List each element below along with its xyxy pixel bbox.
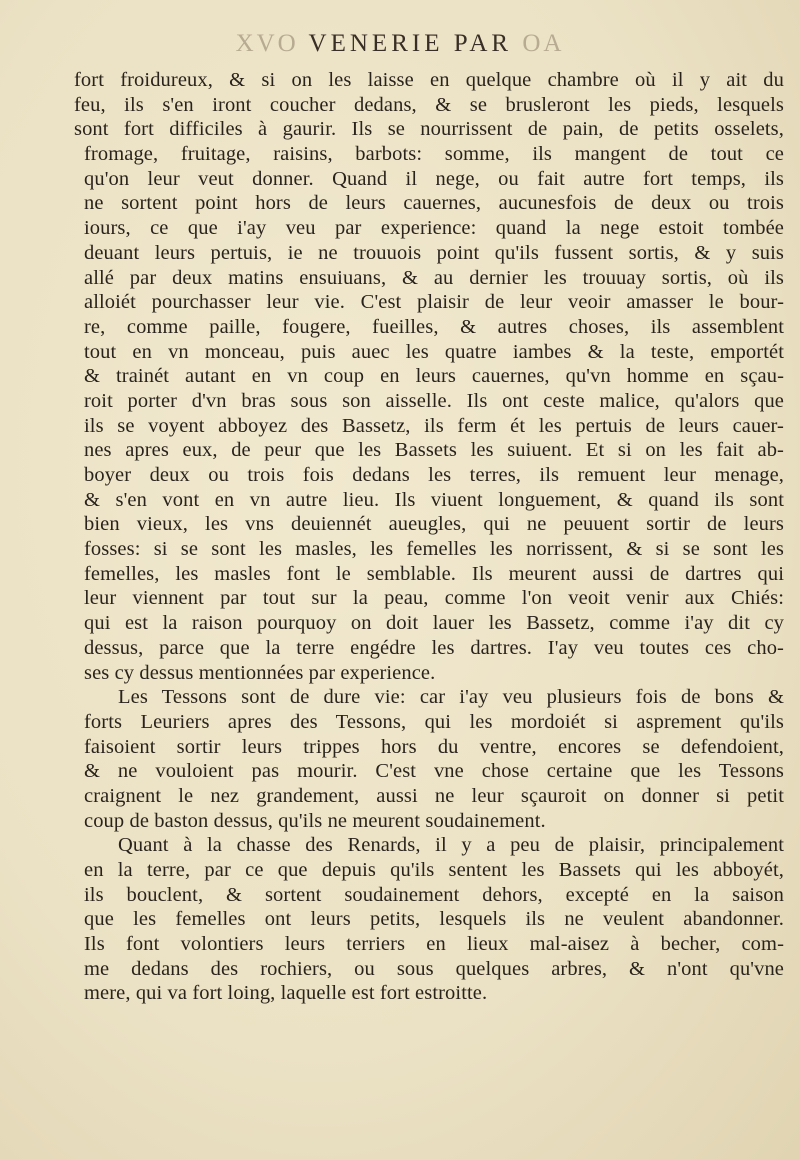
- text-line: Quant à la chasse des Renards, il y a peu de plaisir, principalement: [118, 834, 784, 857]
- paragraph: [84, 833, 784, 1006]
- text-line: qu'on leur veut donner. Quand il nege, ou fait autre fort temps, ils: [84, 167, 784, 190]
- text-line: craignent le nez grandement, aussi ne leur sçauroit on donner si petit: [84, 784, 784, 807]
- text-line: que les femelles ont leurs petits, lesquels ils ne veulent abandonner.: [84, 908, 784, 931]
- running-head-faded-right: OA: [522, 30, 565, 57]
- text-line: qui est la raison pourquoy on doit lauer les Bassetz, comme i'ay dit cy: [84, 612, 784, 635]
- body-text: [74, 68, 784, 1006]
- text-line: bien vieux, les vns deuiennét aueugles, qui ne peuuent sortir de leurs: [84, 513, 784, 536]
- text-line: forts Leuriers apres des Tessons, qui les mordoiét si asprement qu'ils: [84, 710, 784, 733]
- running-head-faded-left: XVO: [235, 30, 299, 57]
- text-line: ils bouclent, & sortent soudainement dehors, excepté en la saison: [84, 883, 784, 906]
- text-line: ne sortent point hors de leurs cauernes, aucunesfois de deux ou trois: [84, 192, 784, 215]
- text-line: leur viennent par tout sur la peau, comme l'on veoit venir aux Chiés:: [84, 587, 784, 610]
- text-line: fromage, fruitage, raisins, barbots: somme, ils mangent de tout ce: [84, 143, 784, 166]
- text-line: alloiét pourchasser leur vie. C'est plaisir de leur veoir amasser le bour-: [84, 291, 784, 314]
- text-line: roit porter d'vn bras sous son aisselle. Ils ont ceste malice, qu'alors que: [84, 389, 784, 412]
- text-line: faisoient sortir leurs trippes hors du ventre, encores se defendoient,: [84, 735, 784, 758]
- text-line: & ne vouloient pas mourir. C'est vne chose certaine que les Tessons: [84, 760, 784, 783]
- text-line: tout en vn monceau, puis auec les quatre iambes & la teste, emportét: [84, 340, 784, 363]
- text-line: mere, qui va fort loing, laquelle est fort estroitte.: [84, 982, 488, 1005]
- text-line: fort froidureux, & si on les laisse en quelque chambre où il y ait du: [74, 69, 784, 91]
- paragraph: [84, 685, 784, 833]
- text-line: Les Tessons sont de dure vie: car i'ay veu plusieurs fois de bons &: [118, 686, 784, 709]
- text-line: fosses: si se sont les masles, les femelles les norrissent, & si se sont les: [84, 538, 784, 561]
- text-line: re, comme paille, fougere, fueilles, & autres choses, ils assemblent: [84, 315, 784, 338]
- text-line: iours, ce que i'ay veu par experience: quand la nege estoit tombée: [84, 217, 784, 240]
- paragraph: [74, 68, 784, 685]
- text-line: ses cy dessus mentionnées par experience.: [84, 661, 436, 684]
- text-line: allé par deux matins ensuiuans, & au dernier les trouuay sortis, où ils: [84, 266, 784, 289]
- text-line: nes apres eux, de peur que les Bassets les suiuent. Et si on les fait ab-: [84, 439, 784, 462]
- text-line: me dedans des rochiers, ou sous quelques arbres, & n'ont qu'vne: [84, 957, 784, 980]
- text-line: femelles, les masles font le semblable. Ils meurent aussi de dartres qui: [84, 562, 784, 585]
- text-line: boyer deux ou trois fois dedans les terres, ils remuent leur menage,: [84, 464, 784, 486]
- text-line: feu, ils s'en iront coucher dedans, & se brusleront les pieds, lesquels: [74, 93, 784, 116]
- text-line: dessus, parce que la terre engédre les dartres. I'ay veu toutes ces cho-: [84, 636, 784, 659]
- text-line: coup de baston dessus, qu'ils ne meurent soudainement.: [84, 809, 546, 832]
- text-line: sont fort difficiles à gaurir. Ils se nourrissent de pain, de petits osselets,: [74, 118, 784, 141]
- text-line: ils se voyent abboyez des Bassetz, ils ferm ét les pertuis de leurs cauer-: [84, 414, 784, 437]
- text-line: en la terre, par ce que depuis qu'ils sentent les Bassets qui les abboyét,: [84, 859, 784, 881]
- text-line: & trainét autant en vn coup en leurs cauernes, qu'vn homme en sçau-: [84, 365, 784, 388]
- text-line: Ils font volontiers leurs terriers en lieux mal-aisez à becher, com-: [84, 933, 784, 956]
- running-head-title: VENERIE PAR: [308, 30, 513, 57]
- text-line: & s'en vont en vn autre lieu. Ils viuent longuement, & quand ils sont: [84, 488, 784, 511]
- running-head: [0, 30, 800, 58]
- text-line: deuant leurs pertuis, ie ne trouuois point qu'ils fussent sortis, & y suis: [84, 241, 784, 264]
